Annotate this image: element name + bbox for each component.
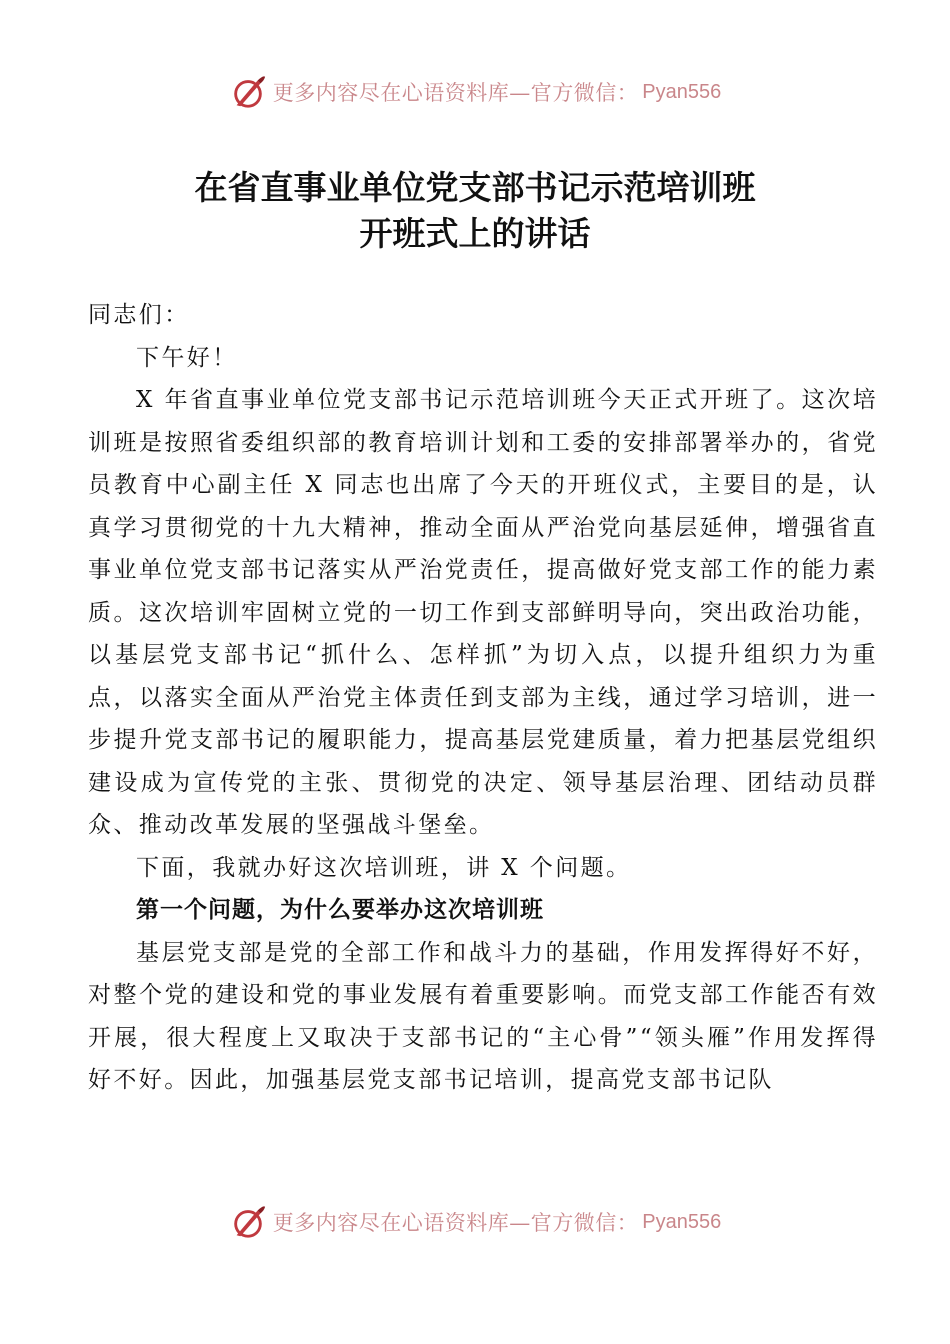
- quill-pen-logo-icon: [229, 73, 267, 111]
- title-line-1: 在省直事业单位党支部书记示范培训班: [194, 168, 756, 207]
- page-title: [0, 165, 950, 257]
- greeting: 下午好！: [136, 344, 238, 371]
- banner-wechat-id: Pyan556: [642, 1210, 722, 1233]
- banner-wechat-id: Pyan556: [642, 80, 722, 103]
- title-line-2: 开班式上的讲话: [359, 214, 591, 253]
- banner-text: 更多内容尽在心语资料库—官方微信：: [272, 81, 639, 105]
- quill-pen-logo-icon: [229, 1203, 267, 1241]
- banner-text: 更多内容尽在心语资料库—官方微信：: [272, 1211, 639, 1235]
- salutation: 同志们：: [88, 302, 190, 328]
- paragraph-1: X 年省直事业单位党支部书记示范培训班今天正式开班了。这次培训班是按照省委组织部的教育培训计划和工委的安排部署举办的，省党员教育中心副主任 X 同志也出席了今天的开班仪式，主要目的是，认真学习贯彻党的十九大精神，推动全面从严治党向基层延伸，增强省直事业单位党支部书记落实从严治党责任，提高做好党支部工作的能力素质。这次培训牢固树立党的一切工作到支部鲜明导向，突出政治功能，以基层党支部书记“抓什么、怎样抓”为切入点，以提升组织力为重点，以落实全面从严治党主体责任到支部为主线，通过学习培训，进一步提升党支部书记的履职能力，提高基层党建质量，着力把基层党组织建设成为宣传党的主张、贯彻党的决定、领导基层治理、团结动员群众、推动改革发展的坚强战斗堡垒。: [88, 387, 878, 838]
- paragraph-2: 下面，我就办好这次培训班，讲 X 个问题。: [136, 854, 632, 881]
- section-heading-1: 第一个问题，为什么要举办这次培训班: [136, 897, 544, 923]
- header-banner: [0, 70, 950, 114]
- speech-body: [88, 294, 878, 1102]
- footer-banner: [0, 1200, 950, 1244]
- paragraph-3: 基层党支部是党的全部工作和战斗力的基础，作用发挥得好不好，对整个党的建设和党的事业发展有着重要影响。而党支部工作能否有效开展，很大程度上又取决于支部书记的“主心骨”“领头雁”作用发挥得好不好。因此，加强基层党支部书记培训，提高党支部书记队: [88, 939, 878, 1093]
